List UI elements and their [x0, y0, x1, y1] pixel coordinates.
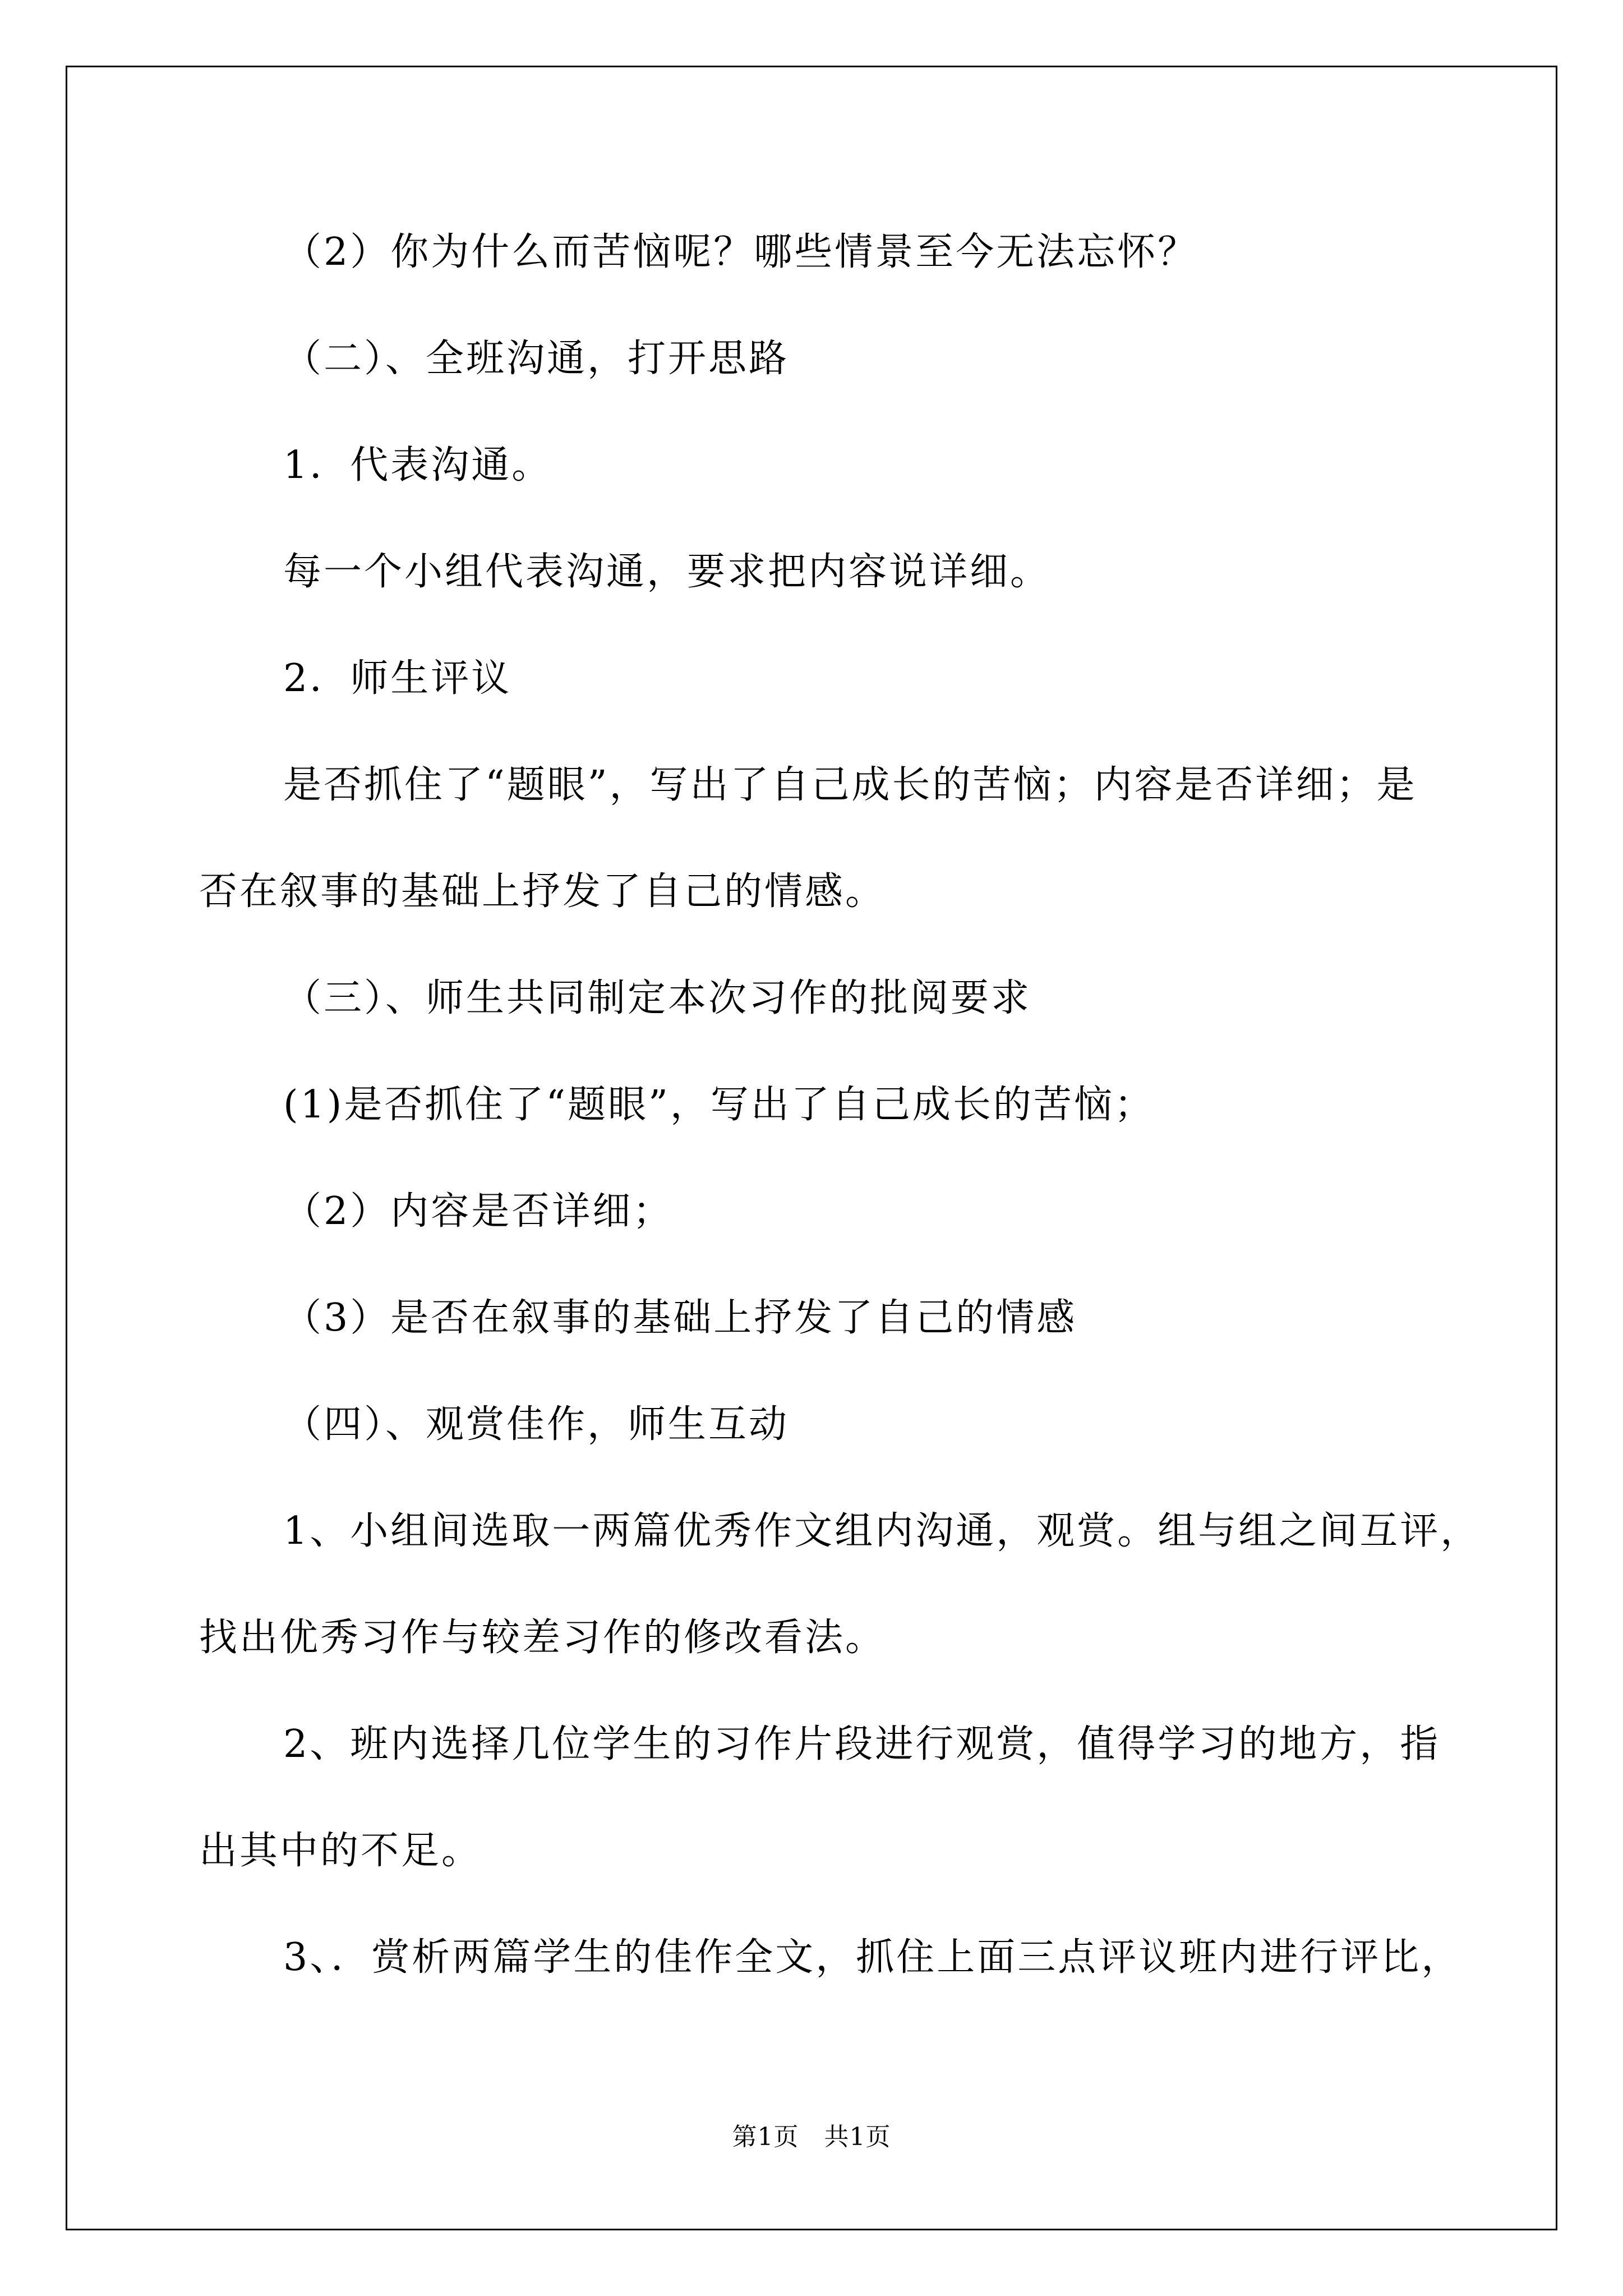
paragraph-line: 2、班内选择几位学生的习作片段进行观赏，值得学习的地方，指 — [283, 1722, 1441, 1766]
page-footer: 第1页 共1页 — [732, 2123, 891, 2151]
section-heading: （三）、师生共同制定本次习作的批阅要求 — [283, 976, 1032, 1020]
paragraph-line: （2）内容是否详细； — [283, 1189, 674, 1234]
section-heading: （四）、观赏佳作，师生互动 — [283, 1402, 790, 1447]
paragraph-line: 1．代表沟通。 — [283, 443, 552, 487]
paragraph-line: 出其中的不足。 — [199, 1829, 482, 1873]
paragraph-line: 2．师生评议 — [283, 656, 512, 701]
paragraph-line: 是否抓住了“题眼”，写出了自己成长的苦恼；内容是否详细；是 — [283, 763, 1417, 807]
paragraph-line: （3）是否在叙事的基础上抒发了自己的情感 — [283, 1296, 1077, 1340]
paragraph-line: 1、小组间选取一两篇优秀作文组内沟通，观赏。组与组之间互评， — [283, 1509, 1481, 1553]
page-border — [66, 66, 1557, 2230]
paragraph-line: 3、．赏析两篇学生的佳作全文，抓住上面三点评议班内进行评比， — [283, 1935, 1462, 1980]
paragraph-line: 否在叙事的基础上抒发了自己的情感。 — [199, 869, 886, 914]
paragraph-line: （2）你为什么而苦恼呢？哪些情景至今无法忘怀？ — [283, 230, 1198, 274]
paragraph-line: 每一个小组代表沟通，要求把内容说详细。 — [283, 550, 1051, 594]
section-heading: （二）、全班沟通，打开思路 — [283, 337, 790, 381]
paragraph-line: (1)是否抓住了“题眼”，写出了自己成长的苦恼； — [283, 1083, 1155, 1127]
paragraph-line: 找出优秀习作与较差习作的修改看法。 — [199, 1616, 886, 1660]
